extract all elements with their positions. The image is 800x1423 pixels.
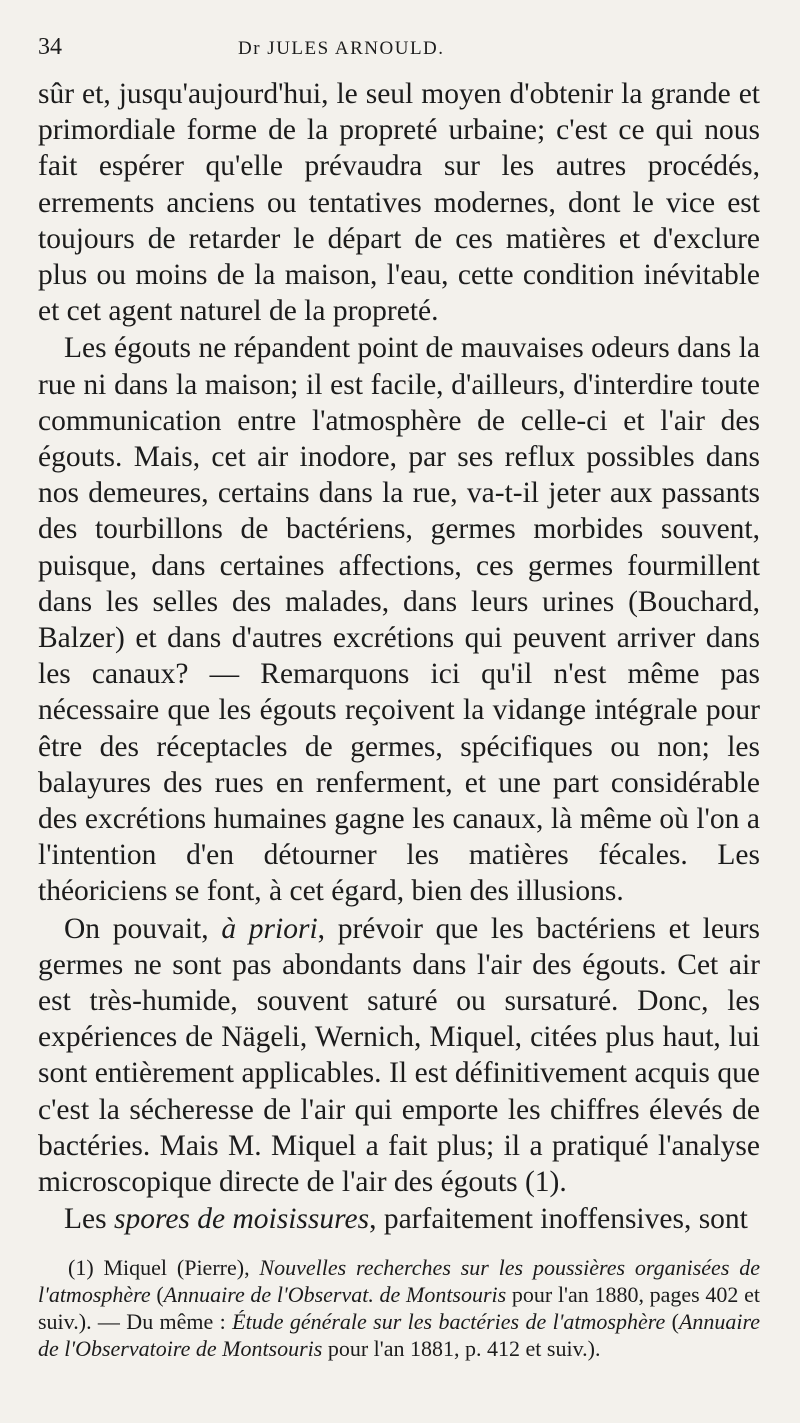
running-head: Dr JULES ARNOULD. bbox=[238, 38, 445, 59]
footnote-source-1: Annuaire de l'Observat. de Montsouris bbox=[163, 1281, 507, 1307]
spores-italic: spores de moisissures bbox=[113, 1203, 370, 1236]
footnote-pages-1: pour l'an 1880, pages 402 et suiv.). — Du même : bbox=[38, 1281, 761, 1334]
paragraph-3-start: On pouvait, bbox=[64, 912, 222, 945]
footnote-title-2: Étude générale sur les bactéries de l'atmosphère bbox=[232, 1308, 666, 1334]
paragraph-4 bbox=[38, 1201, 760, 1237]
footnote-paren-2: ( bbox=[665, 1308, 679, 1334]
footnote-title-1: Nouvelles recherches sur les poussières organisées de l'atmosphère bbox=[38, 1254, 760, 1307]
page-number: 34 bbox=[38, 34, 62, 60]
page-header bbox=[38, 34, 760, 74]
paragraph-3 bbox=[38, 911, 760, 1201]
body-text bbox=[38, 76, 760, 1238]
footnote-paren-1: ( bbox=[150, 1281, 164, 1307]
footnote-1 bbox=[38, 1254, 760, 1362]
footnote-author: (1) Miquel (Pierre), bbox=[68, 1254, 260, 1280]
footnote bbox=[38, 1254, 760, 1362]
paragraph-2: Les égouts ne répandent point de mauvaises odeurs dans la rue ni dans la maison; il est facile, d'ailleurs, d'interdire toute communication entre l'atmosphère de celle-ci et l'air des égouts. Mais, cet air inodore, par ses reflux possibles dans nos demeures, certains dans la rue, va-t-il jeter aux passants des tourbillons de bactériens, germes morbides souvent, puisque, dans certaines affections, ces germes fourmillent dans les selles des malades, dans leurs urines (Bouchard, Balzer) et dans d'autres excrétions qui peuvent arriver dans les canaux? — Remarquons ici qu'il n'est même pas nécessaire que les égouts reçoivent la vidange intégrale pour être des réceptacles de germes, spécifiques ou non; les balayures des rues en renferment, et une part considérable des excrétions humaines gagne les canaux, là même où l'on a l'intention d'en détourner les matières fécales. Les théoriciens se font, à cet égard, bien des illusions. bbox=[38, 332, 760, 908]
paragraph-1: sûr et, jusqu'aujourd'hui, le seul moyen d'obtenir la grande et primordiale forme de la propreté urbaine; c'est ce qui nous fait espérer qu'elle prévaudra sur les autres procédés, errements anciens ou tentatives modernes, dont le vice est toujours de retarder le départ de ces matières et d'exclure plus ou moins de la maison, l'eau, cette condition inévitable et cet agent naturel de la propreté. bbox=[38, 78, 760, 328]
paragraph-3-rest: , prévoir que les bactériens et leurs germes ne sont pas abondants dans l'air des égouts. Cet air est très-humide, souvent saturé ou sursaturé. Donc, les expériences de Nägeli, Wernich, Miquel, citées plus haut, lui sont entièrement applicables. Il est définitivement acquis que c'est la sécheresse de l'air qui emporte les chiffres élevés de bactéries. Mais M. Miquel a fait plus; il a pratiqué l'analyse microscopique directe de l'air des égouts (1). bbox=[38, 912, 760, 1199]
footnote-pages-2: pour l'an 1881, p. 412 et suiv.). bbox=[322, 1335, 601, 1361]
paragraph-4-start: Les bbox=[64, 1203, 114, 1236]
a-priori-italic: à priori bbox=[221, 912, 318, 945]
paragraph-4-rest: , parfaitement inoffensives, sont bbox=[369, 1203, 748, 1236]
footnote-source-2: Annuaire de l'Observatoire de Montsouris bbox=[38, 1308, 761, 1361]
